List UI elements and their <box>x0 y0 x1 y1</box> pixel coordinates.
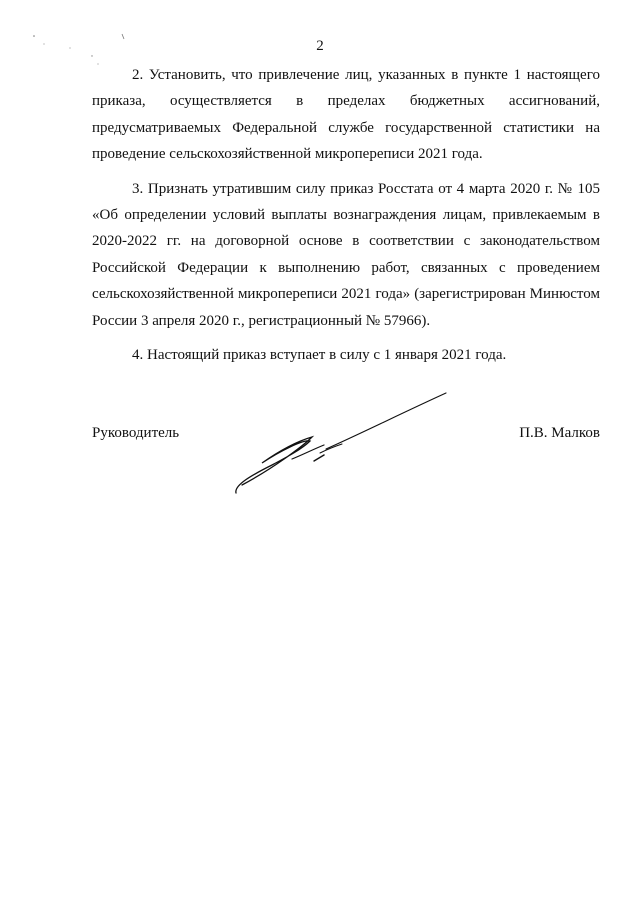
signer-title: Руководитель <box>92 425 180 441</box>
signer-name: П.В. Малков <box>519 425 600 441</box>
document-body <box>92 62 600 376</box>
handwritten-signature <box>232 389 450 499</box>
paragraph-4: 4. Настоящий приказ вступает в силу с 1 января 2021 года. <box>132 347 507 364</box>
paragraph-2: 2. Установить, что привлечение лиц, указанных в пункте 1 настоящего приказа, осуществляется в пределах бюджетных ассигнований, предусматриваемых Федеральной службе государственной статистики на проведение сельскохозяйственной микропереписи 2021 года. <box>92 67 600 163</box>
paragraph-3: 3. Признать утратившим силу приказ Росстата от 4 марта 2020 г. № 105 «Об определении условий выплаты вознаграждения лицам, привлекаемым в 2020-2022 гг. на договорной основе в соответствии с законодательством Российской Федерации к выполнению работ, связанных с проведением сельскохозяйственной микропереписи 2021 года» (зарегистрирован Минюстом России 3 апреля 2020 г., регистрационный № 57966). <box>92 180 600 329</box>
signature-block <box>92 425 600 505</box>
page-number: 2 <box>316 38 324 54</box>
